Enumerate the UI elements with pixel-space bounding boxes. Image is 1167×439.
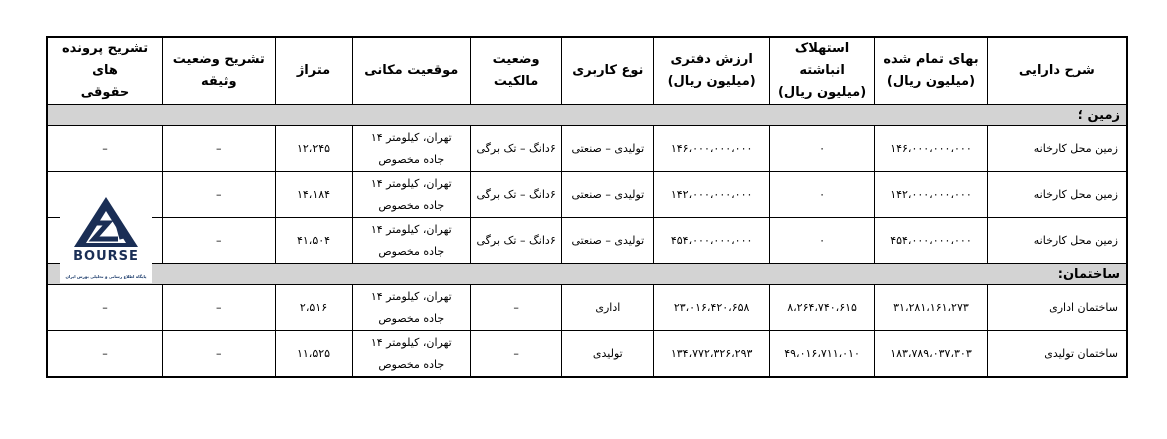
cell-book-value: ۱۴۶،۰۰۰،۰۰۰،۰۰۰ xyxy=(654,126,769,172)
assets-table xyxy=(46,36,1128,378)
section-row-land xyxy=(47,105,1127,126)
cell-ownership: – xyxy=(471,331,562,378)
cell-cost: ۱۸۳،۷۸۹،۰۳۷،۳۰۳ xyxy=(875,331,987,378)
cell-asset: زمین محل کارخانه xyxy=(987,172,1127,218)
cell-cost: ۱۴۲،۰۰۰،۰۰۰،۰۰۰ xyxy=(875,172,987,218)
bourse-logo-word: BOURSE xyxy=(73,249,139,264)
cell-book-value: ۲۳،۰۱۶،۴۲۰،۶۵۸ xyxy=(654,285,769,331)
cell-area: ۲،۵۱۶ xyxy=(275,285,352,331)
bourse-logo-tagline: پایگاه اطلاع رسانی و تحلیلی بورس ایران xyxy=(65,274,147,279)
cell-location: تهران، کیلومتر ۱۴ جاده مخصوص xyxy=(352,126,471,172)
cell-depreciation: ۰ xyxy=(769,218,874,264)
header-row xyxy=(47,37,1127,105)
cell-location: تهران، کیلومتر ۱۴ جاده مخصوص xyxy=(352,331,471,378)
cell-cost: ۴۵۴،۰۰۰،۰۰۰،۰۰۰ xyxy=(875,218,987,264)
cell-cost: ۳۱،۲۸۱،۱۶۱،۲۷۳ xyxy=(875,285,987,331)
cell-asset: ساختمان تولیدی xyxy=(987,331,1127,378)
cell-usage: تولیدی xyxy=(562,331,654,378)
cell-collateral: – xyxy=(163,172,275,218)
cell-book-value: ۱۳۴،۷۷۲،۳۲۶،۲۹۳ xyxy=(654,331,769,378)
header-cost: بهای تمام شده (میلیون ریال) xyxy=(875,37,987,105)
header-location: موقعیت مکانی xyxy=(352,37,471,105)
section-row-buildings xyxy=(47,264,1127,285)
header-asset-description: شرح دارایی xyxy=(987,37,1127,105)
section-title: ساختمان: xyxy=(47,264,1127,285)
cell-ownership: – xyxy=(471,285,562,331)
cell-area: ۱۴،۱۸۴ xyxy=(275,172,352,218)
cell-depreciation: ۰ xyxy=(769,172,874,218)
header-ownership: وضعیت مالکیت xyxy=(471,37,562,105)
cell-area: ۱۱،۵۲۵ xyxy=(275,331,352,378)
cell-location: تهران، کیلومتر ۱۴ جاده مخصوص xyxy=(352,285,471,331)
header-collateral: تشریح وضعیت وثیقه xyxy=(163,37,275,105)
header-area: متراژ xyxy=(275,37,352,105)
section-title: زمین ؛ xyxy=(47,105,1127,126)
cell-depreciation: ۴۹،۰۱۶،۷۱۱،۰۱۰ xyxy=(769,331,874,378)
cell-usage: تولیدی – صنعتی xyxy=(562,218,654,264)
cell-book-value: ۴۵۴،۰۰۰،۰۰۰،۰۰۰ xyxy=(654,218,769,264)
cell-area: ۴۱،۵۰۴ xyxy=(275,218,352,264)
table-row xyxy=(47,172,1127,218)
bourse-logo-mark-icon xyxy=(60,193,152,253)
header-usage: نوع کاربری xyxy=(562,37,654,105)
cell-depreciation: ۸،۲۶۴،۷۴۰،۶۱۵ xyxy=(769,285,874,331)
cell-cost: ۱۴۶،۰۰۰،۰۰۰،۰۰۰ xyxy=(875,126,987,172)
cell-collateral: – xyxy=(163,331,275,378)
header-depreciation: استهلاک انباشته (میلیون ریال) xyxy=(769,37,874,105)
cell-collateral: – xyxy=(163,285,275,331)
header-legal: تشریح پرونده های حقوقی xyxy=(47,37,163,105)
cell-legal: – xyxy=(47,126,163,172)
cell-ownership: ۶دانگ – تک برگی xyxy=(471,172,562,218)
cell-ownership: ۶دانگ – تک برگی xyxy=(471,126,562,172)
cell-depreciation: ۰ xyxy=(769,126,874,172)
table-row xyxy=(47,331,1127,378)
cell-legal: – xyxy=(47,285,163,331)
cell-ownership: ۶دانگ – تک برگی xyxy=(471,218,562,264)
cell-asset: زمین محل کارخانه xyxy=(987,218,1127,264)
cell-asset: ساختمان اداری xyxy=(987,285,1127,331)
table-row xyxy=(47,218,1127,264)
table-row xyxy=(47,126,1127,172)
cell-asset: زمین محل کارخانه xyxy=(987,126,1127,172)
cell-usage: تولیدی – صنعتی xyxy=(562,126,654,172)
table-row xyxy=(47,285,1127,331)
cell-location: تهران، کیلومتر ۱۴ جاده مخصوص xyxy=(352,218,471,264)
cell-area: ۱۲،۲۴۵ xyxy=(275,126,352,172)
header-book-value: ارزش دفتری (میلیون ریال) xyxy=(654,37,769,105)
cell-legal: – xyxy=(47,331,163,378)
cell-usage: تولیدی – صنعتی xyxy=(562,172,654,218)
cell-usage: اداری xyxy=(562,285,654,331)
cell-book-value: ۱۴۲،۰۰۰،۰۰۰،۰۰۰ xyxy=(654,172,769,218)
cell-collateral: – xyxy=(163,218,275,264)
cell-location: تهران، کیلومتر ۱۴ جاده مخصوص xyxy=(352,172,471,218)
bourse-logo xyxy=(60,193,152,283)
cell-collateral: – xyxy=(163,126,275,172)
